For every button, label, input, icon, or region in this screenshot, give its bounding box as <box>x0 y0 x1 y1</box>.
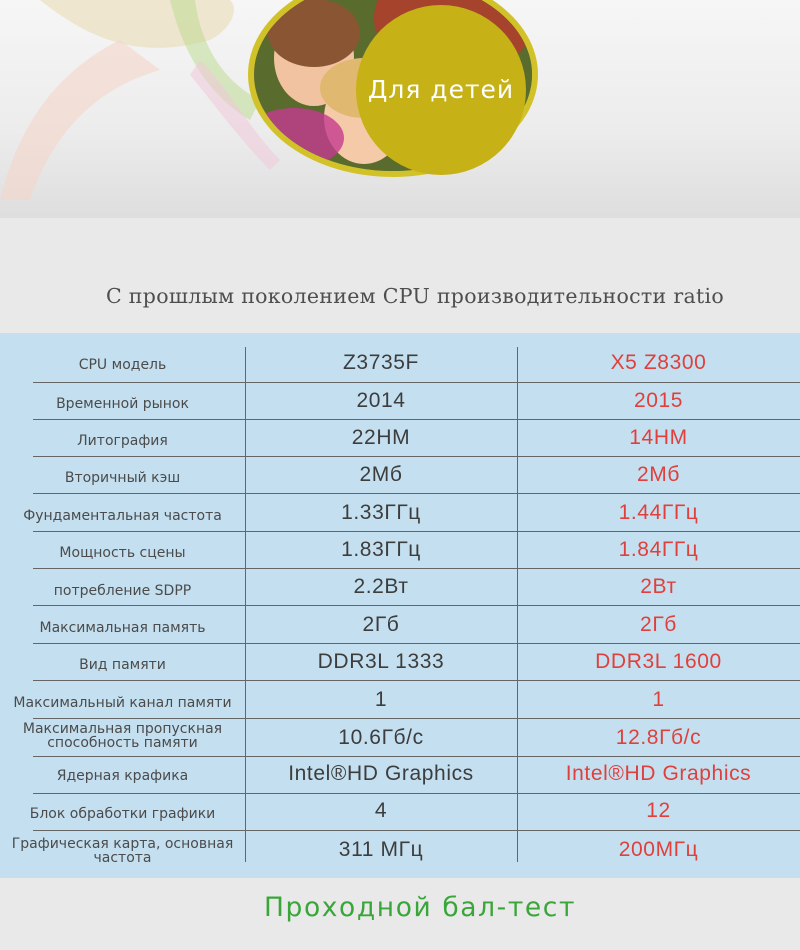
new-cpu-value: 2Вт <box>640 575 677 598</box>
table-row <box>0 569 800 606</box>
row-label: Блок обработки графики <box>29 806 216 822</box>
new-cpu-value: X5 Z8300 <box>610 351 707 374</box>
new-cpu-value: 14HM <box>629 426 688 449</box>
old-cpu-value: 22HM <box>351 426 411 449</box>
old-cpu-value: 2Мб <box>359 463 403 486</box>
new-cpu-value: 200МГц <box>618 838 699 861</box>
kids-badge <box>356 5 526 175</box>
old-cpu-value: Intel®HD Graphics <box>288 762 474 785</box>
table-row <box>0 420 800 457</box>
table-row <box>0 457 800 494</box>
row-label: Максимальная память <box>39 620 206 636</box>
row-label: Графическая карта, основная частота <box>11 836 234 866</box>
table-row <box>0 606 800 644</box>
new-cpu-value: 12.8Гб/с <box>615 726 702 749</box>
row-label: Вид памяти <box>79 657 166 673</box>
old-cpu-value: 2.2Вт <box>353 575 409 598</box>
old-cpu-value: 311 МГц <box>338 838 424 861</box>
table-row <box>0 532 800 569</box>
new-cpu-value: Intel®HD Graphics <box>565 762 752 785</box>
row-label: Вторичный кэш <box>64 470 181 486</box>
table-row <box>0 794 800 831</box>
old-cpu-value: 10.6Гб/с <box>338 726 424 749</box>
table-row <box>0 383 800 420</box>
new-cpu-value: 2Гб <box>640 613 677 636</box>
table-row <box>0 719 800 757</box>
row-label: CPU модель <box>78 357 167 373</box>
old-cpu-value: DDR3L 1333 <box>317 650 445 673</box>
row-label: Мощность сцены <box>59 545 186 561</box>
old-cpu-value: Z3735F <box>343 351 419 374</box>
row-label: Временной рынок <box>56 396 189 412</box>
new-cpu-value: 2015 <box>633 389 684 412</box>
table-row <box>0 494 800 532</box>
table-row <box>0 644 800 681</box>
old-cpu-value: 1 <box>374 688 388 711</box>
comparison-title: С прошлым поколением CPU производительности ratio <box>106 284 724 308</box>
old-cpu-value: 2Гб <box>362 613 400 636</box>
table-row <box>0 757 800 794</box>
new-cpu-value: 2Мб <box>636 463 680 486</box>
table-row <box>0 831 800 867</box>
table-row <box>0 681 800 719</box>
benchmark-title: Проходной бал-тест <box>264 892 576 923</box>
row-label: Ядерная крафика <box>56 768 189 784</box>
row-label: Фундаментальная частота <box>23 508 222 524</box>
old-cpu-value: 1.33ГГц <box>341 501 421 524</box>
old-cpu-value: 4 <box>374 799 388 822</box>
row-label: потребление SDPP <box>53 583 192 599</box>
new-cpu-value: 1.84ГГц <box>618 538 699 561</box>
new-cpu-value: DDR3L 1600 <box>595 650 722 673</box>
old-cpu-value: 1.83ГГц <box>341 538 421 561</box>
new-cpu-value: 12 <box>646 799 671 822</box>
old-cpu-value: 2014 <box>356 389 406 412</box>
row-label: Литография <box>77 433 168 449</box>
row-label: Максимальный канал памяти <box>13 695 232 711</box>
new-cpu-value: 1 <box>652 688 665 711</box>
table-row <box>0 345 800 383</box>
new-cpu-value: 1.44ГГц <box>618 501 699 524</box>
kids-banner <box>0 0 800 218</box>
badge-label: Для детей <box>367 75 515 104</box>
row-label: Максимальная пропускная способность памяти <box>22 721 223 751</box>
